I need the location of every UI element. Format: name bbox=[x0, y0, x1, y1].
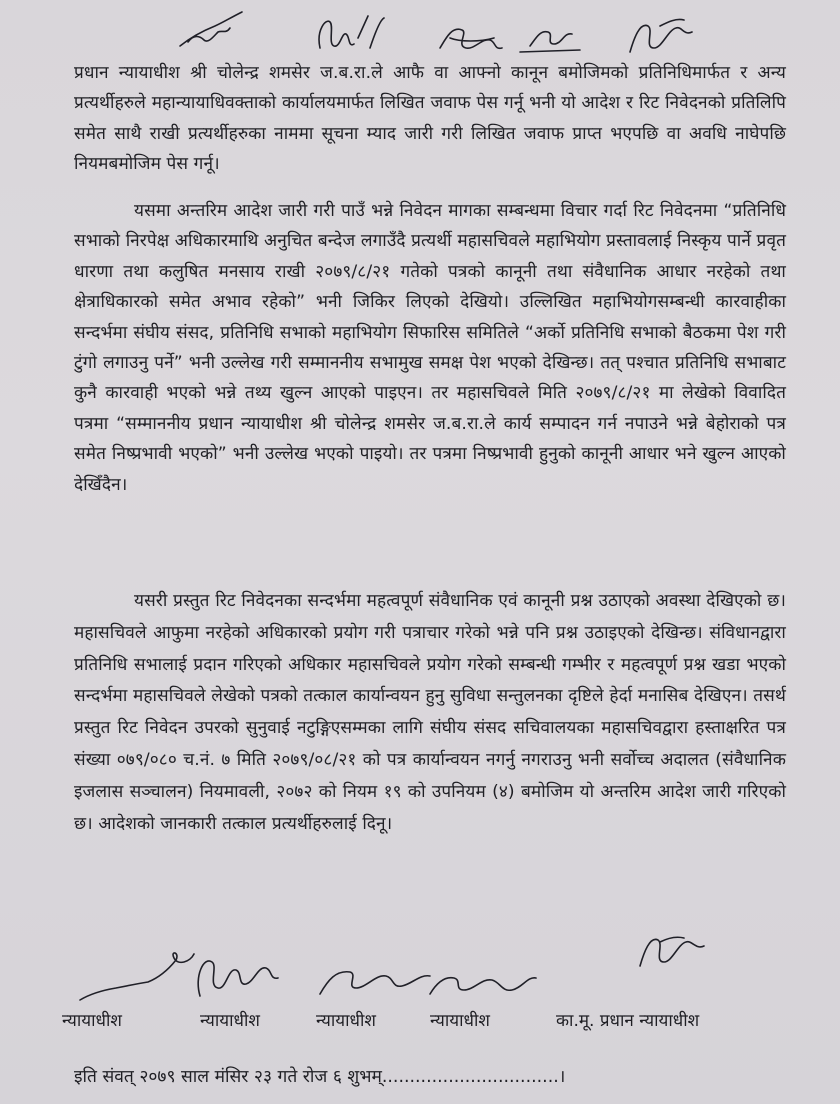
paragraph-3: यसरी प्रस्तुत रिट निवेदनका सन्दर्भमा महत्वपूर्ण संवैधानिक एवं कानूनी प्रश्न उठाएको अवस्था देखिएको छ। महासचिवले आफुमा नरहेको अधिकारको प्रयोग गरी पत्राचार गरेको भन्ने पनि प्रश्न उठाइएको देखिन्छ। संविधानद्वारा प्रतिनिधि सभालाई प्रदान गरिएको अधिकार महासचिवले प्रयोग गरेको सम्बन्धी गम्भीर र महत्वपूर्ण प्रश्न खडा भएको सन्दर्भमा महासचिवले लेखेको पत्रको तत्काल कार्यान्वयन हुनु सुविधा सन्तुलनका दृष्टिले हेर्दा मनासिब देखिएन। तसर्थ प्रस्तुत रिट निवेदन उपरको सुनुवाई नटुङ्गिएसम्मका लागि संघीय संसद सचिवालयका महासचिवद्वारा हस्ताक्षरित पत्र संख्या ०७९/०८० च.नं. ७ मिति २०७९/०८/२१ को पत्र कार्यान्वयन नगर्नु नगराउनु भनी सर्वोच्च अदालत (संवैधानिक इजलास सञ्चालन) नियमावली, २०७२ को नियम १९ को उपनियम (४) बमोजिम यो अन्तरिम आदेश जारी गरिएको छ। आदेशको जानकारी तत्काल प्रत्यर्थीहरुलाई दिनू। bbox=[74, 591, 786, 834]
footer-text: इति संवत् २०७९ साल मंसिर २३ गते रोज ६ शुभम् bbox=[74, 1067, 382, 1087]
signatory-label-2: न्यायाधीश bbox=[200, 1011, 260, 1031]
signatory-label-1: न्यायाधीश bbox=[62, 1011, 122, 1031]
paragraph-1: प्रधान न्यायाधीश श्री चोलेन्द्र शमसेर ज.ब.रा.ले आफै वा आफ्नो कानून बमोजिमको प्रतिनिधिमार्फत र अन्य प्रत्यर्थीहरुले महान्यायाधिवक्ताको कार्यालयमार्फत लिखित जवाफ पेस गर्नू भनी यो आदेश र रिट निवेदनको प्रतिलिपि समेत साथै राखी प्रत्यर्थीहरुका नाममा सूचना म्याद जारी गरी लिखित जवाफ प्राप्त भएपछि वा अवधि नाघेपछि नियमबमोजिम पेस गर्नू। bbox=[74, 63, 786, 175]
paragraph-2: यसमा अन्तरिम आदेश जारी गरी पाउँ भन्ने निवेदन मागका सम्बन्धमा विचार गर्दा रिट निवेदनमा “प्रतिनिधि सभाको निरपेक्ष अधिकारमाथि अनुचित बन्देज लगाउँदै प्रत्यर्थी महासचिवले महाभियोग प्रस्तावलाई निस्कृय पार्ने प्रवृत धारणा तथा कलुषित मनसाय राखी २०७९/८/२१ गतेको पत्रको कानूनी तथा संवैधानिक आधार नरहेको तथा क्षेत्राधिकारको समेत अभाव रहेको” भनी जिकिर लिएको देखियो। उल्लिखित महाभियोगसम्बन्धी कारवाहीका सन्दर्भमा संघीय संसद, प्रतिनिधि सभाको महाभियोग सिफारिस समितिले “अर्को प्रतिनिधि सभाको बैठकमा पेश गरी टुंगो लगाउनु पर्ने” भनी उल्लेख गरी सम्माननीय सभामुख समक्ष पेश भएको देखिन्छ। तत् पश्चात प्रतिनिधि सभाबाट कुनै कारवाही भएको भन्ने तथ्य खुल्न आएको पाइएन। तर महासचिवले मिति २०७९/८/२१ मा लेखेको विवादित पत्रमा “सम्माननीय प्रधान न्यायाधीश श्री चोलेन्द्र शमसेर ज.ब.रा.ले कार्य सम्पादन गर्न नपाउने भन्ने बेहोराको पत्र समेत निष्प्रभावी भएको” भनी उल्लेख भएको पाइयो। तर पत्रमा निष्प्रभावी हुनुको कानूनी आधार भने खुल्न आएको देखिँदैन। bbox=[74, 201, 786, 495]
footer-date-line bbox=[74, 1064, 814, 1088]
footer-dots: ................................। bbox=[381, 1067, 566, 1087]
signatory-label-4: न्यायाधीश bbox=[430, 1011, 490, 1031]
signatory-label-3: न्यायाधीश bbox=[316, 1011, 376, 1031]
bottom-signatures bbox=[40, 930, 760, 1010]
signatory-label-5: का.मू. प्रधान न्यायाधीश bbox=[556, 1011, 700, 1031]
